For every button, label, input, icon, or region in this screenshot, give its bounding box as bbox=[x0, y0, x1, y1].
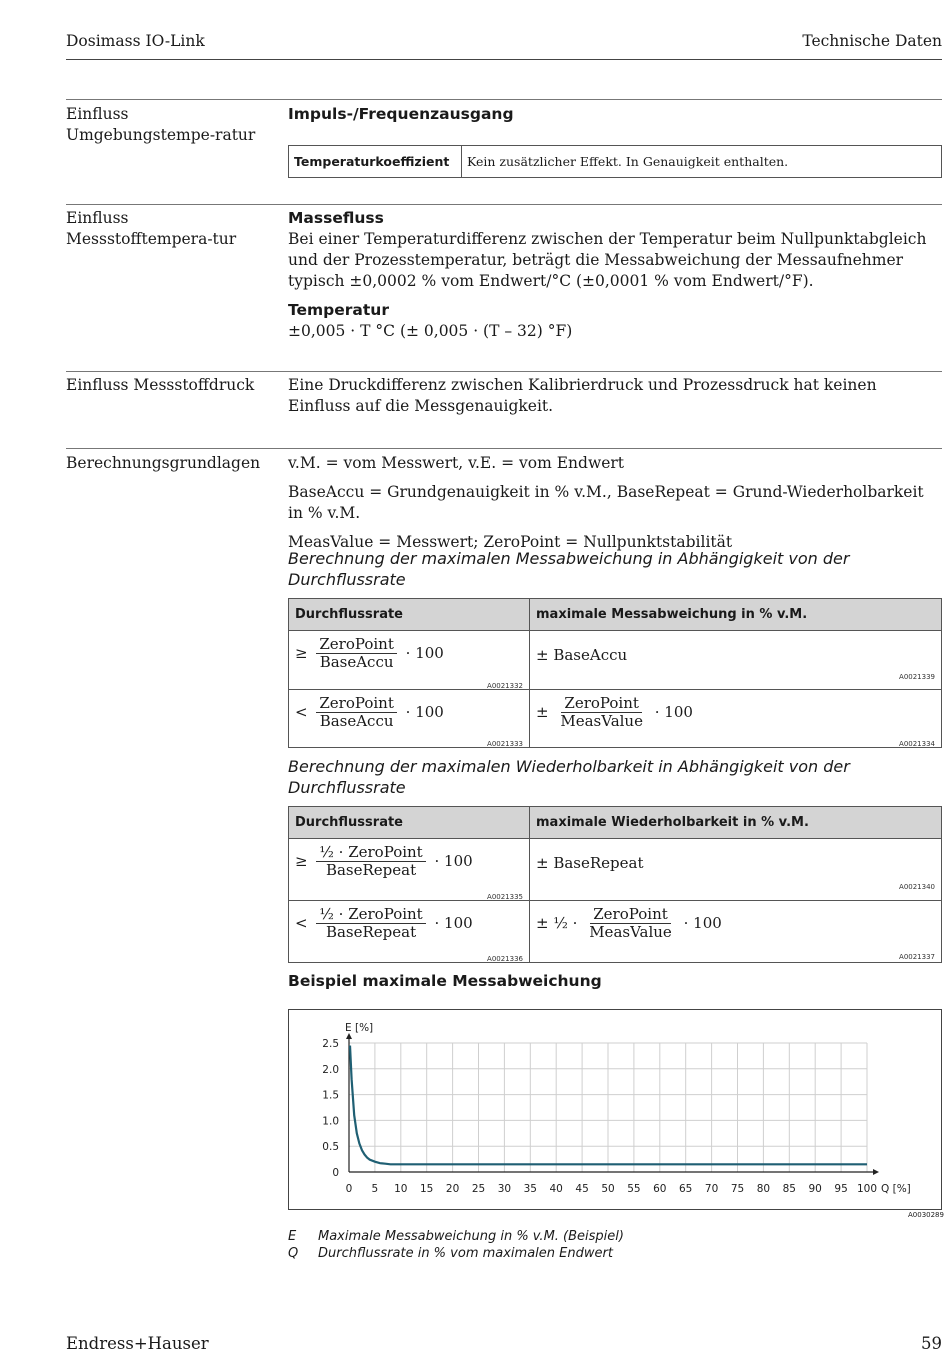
heading-pulse-output: Impuls-/Frequenzausgang bbox=[288, 105, 514, 123]
x-tick-label: 65 bbox=[679, 1183, 693, 1195]
table-value: Kein zusätzlicher Effekt. In Genauigkeit enthalten. bbox=[462, 146, 942, 178]
x-axis-arrow bbox=[873, 1169, 879, 1175]
y-axis-label: E [%] bbox=[345, 1022, 374, 1034]
y-tick-label: 1.5 bbox=[322, 1089, 339, 1102]
y-tick-label: 0.5 bbox=[322, 1141, 339, 1154]
denominator: BaseRepeat bbox=[325, 861, 417, 879]
brand-name: Endress+Hauser bbox=[66, 1334, 209, 1353]
y-tick-label: 2.5 bbox=[322, 1038, 339, 1050]
x-tick-label: 40 bbox=[549, 1183, 563, 1195]
x-tick-label: 100 bbox=[856, 1183, 878, 1195]
document-title: Dosimass IO-Link bbox=[66, 32, 205, 50]
column-header-max-repeatability: maximale Wiederholbarkeit in % v.M. bbox=[530, 807, 942, 839]
mass-flow-text: Bei einer Temperaturdifferenz zwischen der Temperatur beim Nullpunktabgleich und der Prozesstemperatur, beträgt die Messabweichung der Messaufnehmer typisch ±0,0002 % vom Endwert/°C (±0,0001 % vom Endwert/°F). bbox=[288, 230, 927, 290]
operator: ≥ bbox=[295, 644, 308, 662]
table-cell bbox=[530, 901, 941, 961]
numerator: ½ · ZeroPoint bbox=[316, 906, 425, 924]
y-tick-label: 0 bbox=[332, 1167, 339, 1179]
table-key: Temperaturkoeffizient bbox=[289, 146, 462, 178]
column-header-flow-rate: Durchflussrate bbox=[289, 599, 530, 631]
operator: ≥ bbox=[295, 852, 308, 870]
accuracy-table-block bbox=[288, 548, 942, 748]
figure-code: A0021335 bbox=[487, 893, 523, 901]
section-divider bbox=[66, 448, 942, 449]
section-divider bbox=[66, 371, 942, 372]
result-text: ± ½ · bbox=[536, 914, 578, 932]
denominator: BaseRepeat bbox=[325, 923, 417, 941]
fraction bbox=[586, 906, 675, 941]
section-divider bbox=[66, 99, 942, 100]
factor: · 100 bbox=[654, 703, 693, 721]
x-axis-label: Q [%] bbox=[881, 1183, 911, 1195]
result-text: ± BaseRepeat bbox=[536, 854, 644, 872]
label-medium-pressure: Einfluss Messstoffdruck bbox=[66, 376, 255, 394]
x-tick-label: 15 bbox=[420, 1183, 434, 1195]
x-tick-label: 20 bbox=[445, 1183, 460, 1195]
section-title: Technische Daten bbox=[802, 32, 942, 50]
definition-line-2: BaseAccu = Grundgenauigkeit in % v.M., BaseRepeat = Grund-Wiederholbarkeit in % v.M. bbox=[288, 483, 924, 522]
fraction bbox=[557, 695, 646, 730]
fraction bbox=[316, 695, 397, 730]
x-tick-label: 70 bbox=[704, 1183, 719, 1195]
chart-frame bbox=[288, 1009, 942, 1210]
fraction bbox=[316, 906, 425, 941]
page-header bbox=[66, 30, 942, 60]
figure-code: A0021333 bbox=[487, 740, 523, 748]
legend-key: E bbox=[288, 1229, 297, 1244]
x-tick-label: 85 bbox=[782, 1183, 796, 1195]
heading-temperature: Temperatur bbox=[288, 301, 389, 319]
temperature-coefficient-table bbox=[288, 145, 942, 178]
result-text: ± BaseAccu bbox=[536, 646, 628, 664]
accuracy-table-caption: Berechnung der maximalen Messabweichung in Abhängigkeit von der Durchflussrate bbox=[288, 549, 850, 589]
figure-code: A0021340 bbox=[899, 883, 935, 891]
x-tick-label: 60 bbox=[653, 1183, 667, 1195]
calculation-content bbox=[288, 453, 942, 553]
numerator: ZeroPoint bbox=[316, 636, 397, 654]
column-header-max-deviation: maximale Messabweichung in % v.M. bbox=[530, 599, 942, 631]
figure-code: A0021332 bbox=[487, 682, 523, 690]
x-tick-label: 45 bbox=[575, 1183, 589, 1195]
figure-code: A0021336 bbox=[487, 955, 523, 963]
x-tick-label: 10 bbox=[394, 1183, 408, 1195]
x-tick-label: 5 bbox=[371, 1183, 379, 1195]
table-cell bbox=[530, 839, 941, 899]
x-tick-label: 35 bbox=[523, 1183, 537, 1195]
section-divider bbox=[66, 204, 942, 205]
table-cell bbox=[289, 901, 529, 961]
ambient-temperature-content bbox=[288, 104, 942, 178]
legend-key: Q bbox=[288, 1246, 299, 1261]
numerator: ZeroPoint bbox=[590, 906, 671, 924]
denominator: MeasValue bbox=[589, 923, 672, 941]
figure-code: A0021337 bbox=[899, 953, 935, 961]
factor: · 100 bbox=[434, 914, 473, 932]
figure-code: A0030289 bbox=[908, 1211, 944, 1219]
operator: < bbox=[295, 703, 308, 721]
label-medium-temperature: Einfluss Messstofftempera-tur bbox=[66, 209, 237, 248]
definition-line-3: MeasValue = Messwert; ZeroPoint = Nullpunktstabilität bbox=[288, 533, 733, 551]
table-cell bbox=[530, 631, 941, 688]
x-tick-label: 90 bbox=[808, 1183, 822, 1195]
x-tick-label: 75 bbox=[730, 1183, 745, 1195]
y-tick-label: 2.0 bbox=[322, 1063, 339, 1076]
label-calculation-basis: Berechnungsgrundlagen bbox=[66, 454, 261, 472]
operator: < bbox=[295, 914, 308, 932]
figure-code: A0021339 bbox=[899, 673, 935, 681]
legend-text: Durchflussrate in % vom maximalen Endwert bbox=[318, 1246, 613, 1261]
fraction bbox=[316, 636, 397, 671]
factor: · 100 bbox=[434, 852, 473, 870]
x-tick-label: 50 bbox=[601, 1183, 615, 1195]
factor: · 100 bbox=[683, 914, 722, 932]
medium-pressure-text: Eine Druckdifferenz zwischen Kalibrierdruck und Prozessdruck hat keinen Einfluss auf die Messgenauigkeit. bbox=[288, 376, 877, 415]
legend-item bbox=[288, 1246, 613, 1261]
numerator: ZeroPoint bbox=[561, 695, 642, 713]
x-tick-label: 80 bbox=[756, 1183, 771, 1195]
factor: · 100 bbox=[405, 644, 444, 662]
x-tick-label: 95 bbox=[834, 1183, 848, 1195]
x-tick-label: 0 bbox=[345, 1183, 353, 1195]
medium-temperature-content bbox=[288, 208, 942, 342]
table-cell bbox=[289, 631, 529, 688]
heading-mass-flow: Massefluss bbox=[288, 209, 384, 227]
page-footer bbox=[66, 1334, 942, 1353]
definition-line-1: v.M. = vom Messwert, v.E. = vom Endwert bbox=[288, 454, 625, 472]
temperature-text: ±0,005 · T °C (± 0,005 · (T – 32) °F) bbox=[288, 322, 573, 340]
legend-text: Maximale Messabweichung in % v.M. (Beispiel) bbox=[318, 1229, 624, 1244]
deviation-chart bbox=[289, 1010, 940, 1208]
repeatability-table-caption: Berechnung der maximalen Wiederholbarkeit in Abhängigkeit von der Durchflussrate bbox=[288, 757, 850, 797]
fraction bbox=[316, 844, 425, 879]
repeatability-table bbox=[288, 806, 942, 963]
table-cell bbox=[289, 839, 529, 899]
x-tick-label: 30 bbox=[497, 1183, 512, 1195]
column-header-flow-rate: Durchflussrate bbox=[289, 807, 530, 839]
label-ambient-temperature: Einfluss Umgebungstempe-ratur bbox=[66, 105, 256, 144]
example-heading: Beispiel maximale Messabweichung bbox=[288, 972, 602, 990]
page-number: 59 bbox=[921, 1334, 942, 1353]
x-tick-label: 55 bbox=[627, 1183, 641, 1195]
numerator: ½ · ZeroPoint bbox=[316, 844, 425, 862]
result-text: ± bbox=[536, 703, 549, 721]
denominator: MeasValue bbox=[560, 712, 643, 730]
figure-code: A0021334 bbox=[899, 740, 935, 748]
y-tick-label: 1.0 bbox=[322, 1115, 339, 1128]
table-cell bbox=[289, 690, 529, 746]
accuracy-table bbox=[288, 598, 942, 748]
repeatability-table-block bbox=[288, 756, 942, 963]
denominator: BaseAccu bbox=[319, 653, 394, 671]
factor: · 100 bbox=[405, 703, 444, 721]
numerator: ZeroPoint bbox=[316, 695, 397, 713]
table-cell bbox=[530, 690, 941, 746]
denominator: BaseAccu bbox=[319, 712, 394, 730]
legend-item bbox=[288, 1229, 624, 1244]
x-tick-label: 25 bbox=[471, 1183, 486, 1195]
